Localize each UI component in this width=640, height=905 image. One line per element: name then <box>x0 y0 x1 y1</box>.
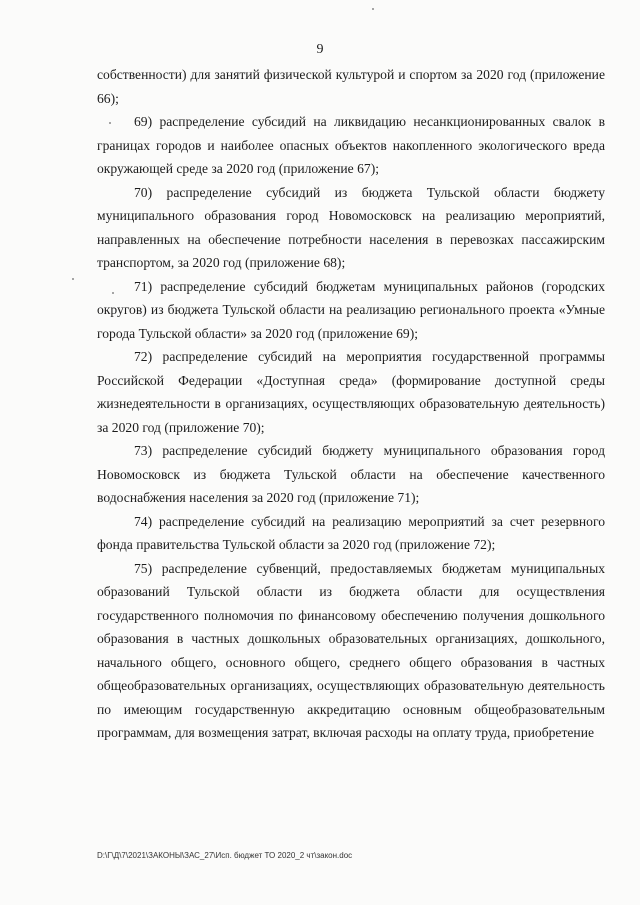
scan-speck <box>109 122 111 124</box>
paragraph-item-75: 75) распределение субвенций, предоставляемых бюджетам муниципальных образований Тульской области из бюджета области для осуществления государственного полномочия по финансовому обеспечению получения дошкольного образования в частных дошкольных образовательных организациях, дошкольного, начального общего, основного общего, среднего общего образования в частных общеобразовательных организациях, осуществляющих образовательную деятельность по имеющим государственную аккредитацию основным общеобразовательным программам, для возмещения затрат, включая расходы на оплату труда, приобретение <box>97 560 605 740</box>
paragraph-continuation: собственности) для занятий физической культурой и спортом за 2020 год (приложение 66); <box>97 67 605 106</box>
paragraph-item-69: 69) распределение субсидий на ликвидацию несанкционированных свалок в границах городов и наиболее опасных объектов накопленного экологического вреда окружающей среде за 2020 год (приложение 67); <box>97 114 605 176</box>
footer-file-path: D:\Г\Д\7\2021\ЗАКОНЫ\ЗАС_27\Исп. бюджет ТО 2020_2 чт\закон.doc <box>97 851 353 860</box>
paragraph-item-72: 72) распределение субсидий на мероприятия государственной программы Российской Федерации «Доступная среда» (формирование доступной среды жизнедеятельности в организациях, осуществляющих образовательную деятельность) за 2020 год (приложение 70); <box>97 349 605 435</box>
scan-speck <box>112 292 114 294</box>
scan-speck <box>72 278 74 280</box>
page-number: 9 <box>316 42 324 57</box>
paragraph-item-71: 71) распределение субсидий бюджетам муниципальных районов (городских округов) из бюджета Тульской области на реализацию регионального проекта «Умные города Тульской области» за 2020 год (приложение 69); <box>97 278 605 341</box>
document-body <box>97 63 605 745</box>
paragraph-item-74: 74) распределение субсидий на реализацию мероприятий за счет резервного фонда правительства Тульской области за 2020 год (приложение 72); <box>97 513 605 552</box>
paragraph-item-73: 73) распределение субсидий бюджету муниципального образования город Новомосковск из бюджета Тульской области на обеспечение качественного водоснабжения населения за 2020 год (приложение 71); <box>97 443 605 505</box>
paragraph-item-70: 70) распределение субсидий из бюджета Тульской области бюджету муниципального образования город Новомосковск на реализацию мероприятий, направленных на обеспечение потребности населения в перевозках пассажирским транспортом, за 2020 год (приложение 68); <box>97 184 605 270</box>
scan-speck <box>372 8 374 10</box>
